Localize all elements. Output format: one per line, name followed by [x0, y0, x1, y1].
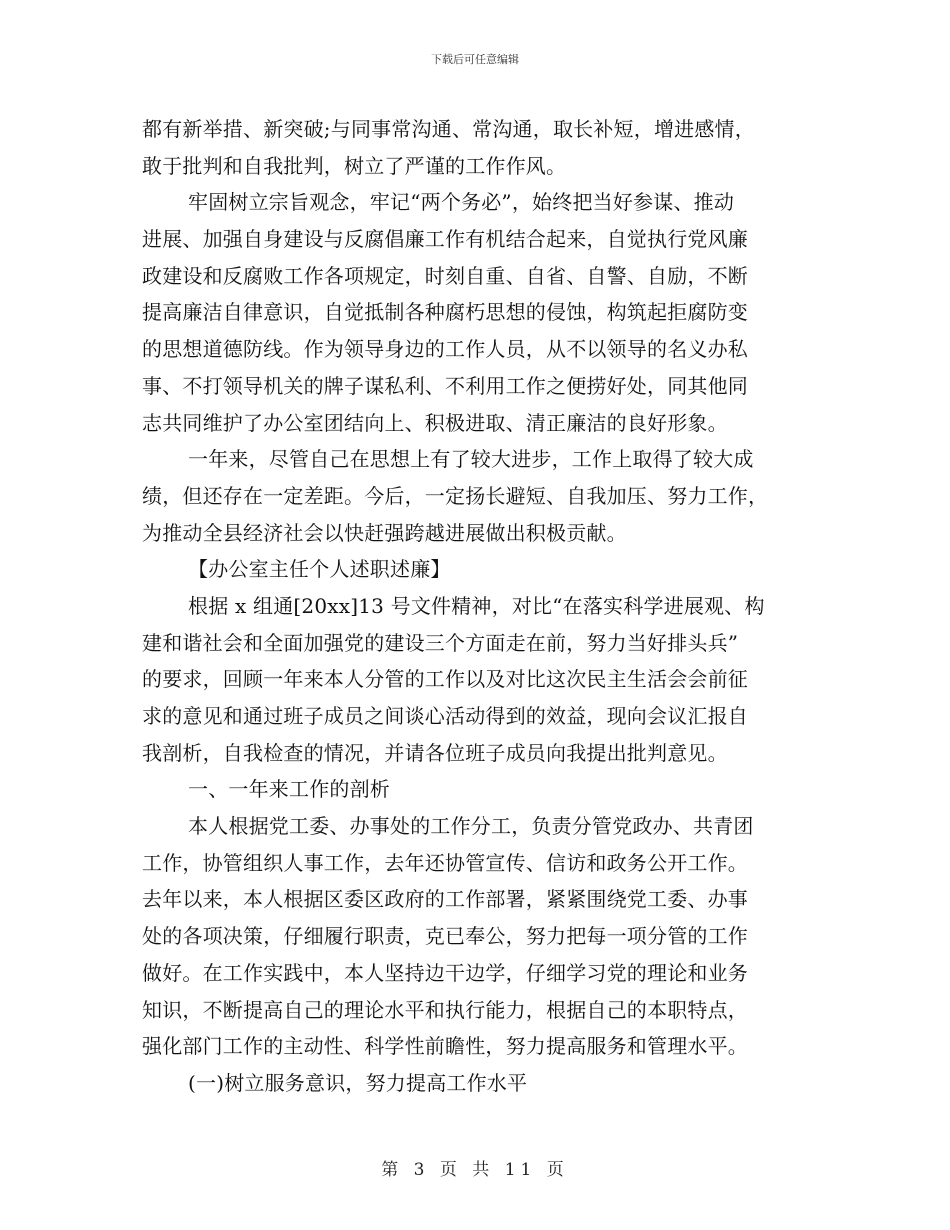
text-line: 都有新举措、新突破;与同事常沟通、常沟通，取长补短，增进感情， [142, 117, 755, 141]
text-line: 建和谐社会和全面加强党的建设三个方面走在前，努力当好排头兵” [142, 630, 739, 655]
text-line: 志共同维护了办公室团结向上、积极进取、清正廉洁的良好形象。 [142, 410, 728, 435]
text-line: 我剖析，自我检查的情况，并请各位班子成员向我提出批判意见。 [142, 740, 728, 765]
page-header: 下载后可任意编辑 [431, 53, 519, 66]
section-heading: 【办公室主任个人述职述廉】 [188, 557, 451, 582]
page-footer: 第 3 页 共 11 页 [381, 1160, 569, 1180]
section-heading: 一、一年来工作的剖析 [188, 777, 390, 802]
text-line: 求的意见和通过班子成员之间谈心活动得到的效益，现向会议汇报自 [142, 704, 748, 728]
text-line: 政建设和反腐败工作各项规定，时刻自重、自省、自警、自励，不断 [142, 263, 748, 288]
text-line: 牢固树立宗旨观念，牢记“两个务必”，始终把当好参谋、推动 [188, 190, 735, 215]
section-heading: (一)树立服务意识，努力提高工作水平 [188, 1070, 528, 1095]
text-line: 工作，协管组织人事工作，去年还协管宣传、信访和政务公开工作。 [142, 850, 748, 875]
text-line: 绩，但还存在一定差距。今后，一定扬长避短、自我加压、努力工作， [142, 483, 769, 508]
text-line: 知识，不断提高自己的理论水平和执行能力，根据自己的本职特点， [142, 997, 748, 1022]
text-line: 本人根据党工委、办事处的工作分工，负责分管党政办、共青团 [188, 814, 754, 839]
text-line: 敢于批判和自我批判，树立了严谨的工作作风。 [142, 153, 567, 178]
document-body [142, 111, 812, 1102]
text-line: 强化部门工作的主动性、科学性前瞻性，努力提高服务和管理水平。 [142, 1034, 748, 1059]
text-line: 提高廉洁自律意识，自觉抵制各种腐朽思想的侵蚀，构筑起拒腐防变 [142, 300, 748, 325]
text-line: 根据 x 组通[20xx]13 号文件精神，对比“在落实科学进展观、构 [188, 593, 765, 618]
text-line: 一年来，尽管自己在思想上有了较大进步，工作上取得了较大成 [188, 447, 754, 472]
text-line: 做好。在工作实践中，本人坚持边干边学，仔细学习党的理论和业务 [142, 960, 748, 985]
text-line: 的要求，回顾一年来本人分管的工作以及对比这次民主生活会会前征 [142, 667, 748, 692]
text-line: 去年以来，本人根据区委区政府的工作部署，紧紧围绕党工委、办事 [142, 887, 748, 912]
text-line: 处的各项决策，仔细履行职责，克已奉公，努力把每一项分管的工作 [142, 924, 748, 949]
text-line: 为推动全县经济社会以快赶强跨越进展做出积极贡献。 [142, 520, 627, 545]
text-line: 事、不打领导机关的牌子谋私利、不利用工作之便捞好处，同其他同 [142, 373, 748, 398]
text-line: 进展、加强自身建设与反腐倡廉工作有机结合起来，自觉执行党风廉 [142, 227, 748, 252]
text-line: 的思想道德防线。作为领导身边的工作人员，从不以领导的名义办私 [142, 337, 748, 362]
